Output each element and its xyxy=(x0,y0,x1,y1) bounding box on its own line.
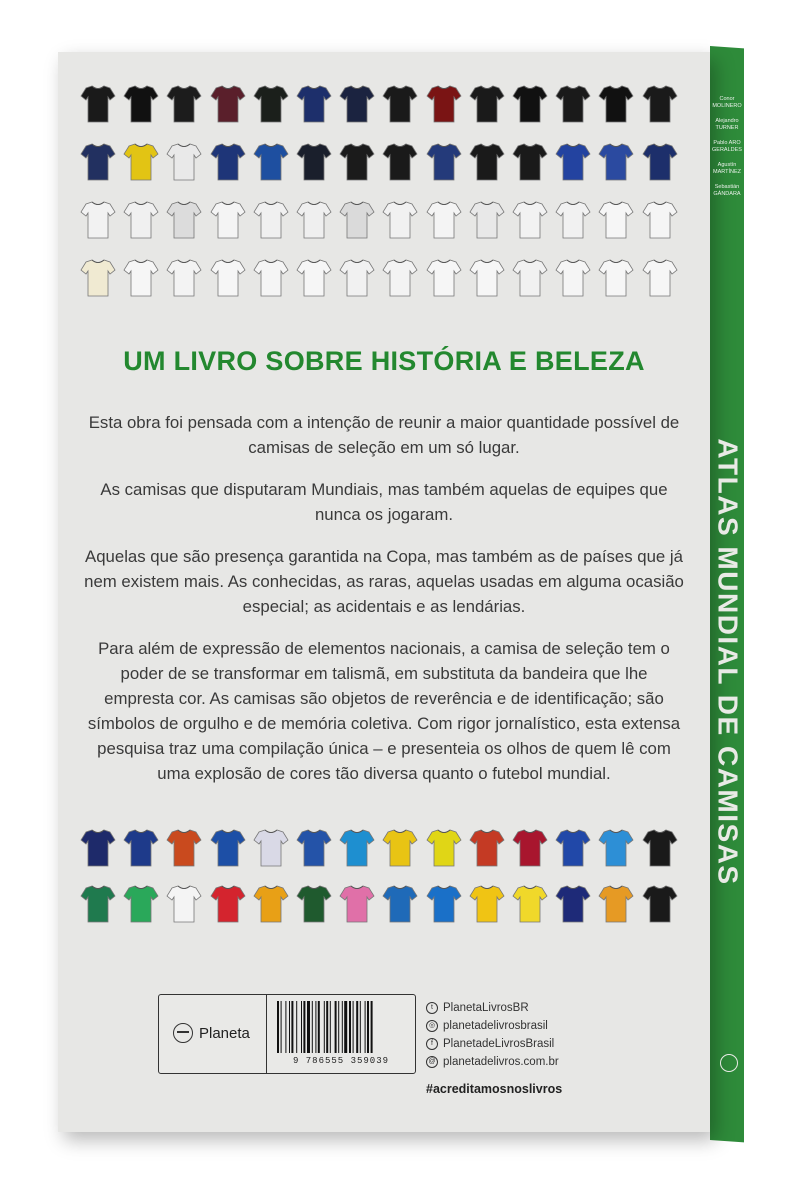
jersey-icon xyxy=(80,828,116,868)
jersey-icon xyxy=(512,142,548,182)
jersey-icon xyxy=(166,258,202,298)
social-handle: planetadelivrosbrasil xyxy=(443,1020,548,1032)
jersey-icon xyxy=(253,200,289,240)
jersey-icon xyxy=(210,884,246,924)
jersey-icon xyxy=(426,84,462,124)
jersey-icon xyxy=(598,200,634,240)
jersey-icon xyxy=(80,84,116,124)
jersey-icon xyxy=(382,200,418,240)
jersey-icon xyxy=(469,828,505,868)
jersey-icon xyxy=(642,84,678,124)
jersey-icon xyxy=(210,200,246,240)
jersey-icon xyxy=(555,258,591,298)
cover-headline: UM LIVRO SOBRE HISTÓRIA E BELEZA xyxy=(123,346,645,376)
jersey-icon xyxy=(642,142,678,182)
social-row xyxy=(426,1018,559,1034)
social-row xyxy=(426,1000,559,1016)
jersey-icon xyxy=(382,84,418,124)
jersey-icon xyxy=(210,258,246,298)
jersey-icon xyxy=(555,828,591,868)
jersey-icon xyxy=(123,884,159,924)
jersey-icon xyxy=(382,884,418,924)
jersey-icon xyxy=(642,828,678,868)
jersey-icon xyxy=(598,142,634,182)
jersey-icon xyxy=(555,84,591,124)
facebook-icon: f xyxy=(426,1038,438,1050)
jersey-icon xyxy=(210,84,246,124)
jersey-icon xyxy=(426,884,462,924)
jersey-icon xyxy=(426,828,462,868)
spine-author: Agustín MARTÍNEZ xyxy=(712,162,741,175)
jersey-icon xyxy=(469,200,505,240)
jersey-icon xyxy=(469,142,505,182)
social-row xyxy=(426,1036,559,1052)
jersey-icon xyxy=(296,142,332,182)
twitter-icon: t xyxy=(426,1002,438,1014)
spine-author: Conor MOLINERO xyxy=(712,96,742,109)
blurb-paragraph: Esta obra foi pensada com a intenção de reunir a maior quantidade possível de camisas de seleção em um só lugar. xyxy=(88,413,680,457)
jersey-icon xyxy=(80,142,116,182)
social-handle: PlanetadeLivrosBrasil xyxy=(443,1038,555,1050)
jersey-icon xyxy=(339,142,375,182)
spine-author: Alejandro TURNER xyxy=(715,118,739,131)
jersey-icon xyxy=(512,884,548,924)
jersey-icon xyxy=(642,884,678,924)
jersey-icon xyxy=(555,142,591,182)
social-row xyxy=(426,1054,559,1070)
jersey-icon xyxy=(123,84,159,124)
jersey-icon xyxy=(253,828,289,868)
jersey-icon xyxy=(166,200,202,240)
jersey-icon xyxy=(253,258,289,298)
blurb xyxy=(84,410,684,803)
jersey-icon xyxy=(469,258,505,298)
spine-author: Pablo ARO GERALDES xyxy=(712,140,742,153)
spine-title xyxy=(714,312,742,1012)
jersey-icon xyxy=(382,142,418,182)
jersey-icon xyxy=(382,258,418,298)
jersey-icon xyxy=(598,258,634,298)
jersey-icon xyxy=(123,142,159,182)
jersey-icon xyxy=(426,142,462,182)
social-handle: planetadelivros.com.br xyxy=(443,1056,559,1068)
jersey-icon xyxy=(210,142,246,182)
jersey-icon xyxy=(80,258,116,298)
jersey-icon xyxy=(339,84,375,124)
instagram-icon: ◎ xyxy=(426,1020,438,1032)
jersey-icon xyxy=(253,884,289,924)
jersey-icon xyxy=(296,258,332,298)
jersey-icon xyxy=(166,142,202,182)
social-links xyxy=(426,1000,559,1072)
barcode-icon xyxy=(275,1001,407,1053)
jersey-icon xyxy=(80,884,116,924)
jersey-icon xyxy=(166,84,202,124)
jersey-icon xyxy=(296,828,332,868)
jersey-icon xyxy=(426,200,462,240)
jersey-icon xyxy=(296,84,332,124)
spine-planeta-logo-icon xyxy=(720,1054,738,1072)
jersey-icon xyxy=(598,828,634,868)
social-handle: PlanetaLivrosBR xyxy=(443,1002,529,1014)
hashtag: #acreditamosnoslivros xyxy=(426,1082,563,1096)
jersey-icon xyxy=(123,258,159,298)
blurb-paragraph: Aquelas que são presença garantida na Copa, mas também as de países que já nem existem mais. As conhecidas, as raras, aquelas usadas em alguma ocasião especial; as acidentais e as lendárias. xyxy=(84,547,684,616)
jersey-icon xyxy=(253,142,289,182)
jersey-icon xyxy=(642,200,678,240)
jersey-icon xyxy=(123,828,159,868)
barcode-divider xyxy=(266,995,267,1073)
planeta-logo-icon xyxy=(173,1023,193,1043)
jersey-icon xyxy=(469,84,505,124)
jersey-icon xyxy=(80,200,116,240)
jersey-icon xyxy=(426,258,462,298)
jersey-icon xyxy=(166,828,202,868)
jersey-icon xyxy=(512,200,548,240)
jersey-icon xyxy=(512,84,548,124)
jersey-icon xyxy=(598,884,634,924)
jersey-icon xyxy=(296,884,332,924)
jersey-icon xyxy=(512,258,548,298)
website-icon: @ xyxy=(426,1056,438,1068)
jersey-icon xyxy=(555,884,591,924)
spine-author: Sebastián GÁNDARA xyxy=(713,184,741,197)
jersey-icon xyxy=(296,200,332,240)
isbn-number: 9 786555 359039 xyxy=(292,1056,389,1066)
jersey-icon xyxy=(339,884,375,924)
jersey-icon xyxy=(210,828,246,868)
jersey-icon xyxy=(512,828,548,868)
jersey-icon xyxy=(339,200,375,240)
jersey-icon xyxy=(339,828,375,868)
blurb-paragraph: Para além de expressão de elementos nacionais, a camisa de seleção tem o poder de se transformar em talismã, em substituta da bandeira que lhe empresta cor. As camisas são objetos de reverência e de identificação; são símbolos de orgulho e de memória coletiva. Com rigor jornalístico, esta extensa pesquisa traz uma compilação única – e presenteia os olhos de quem lê com uma explosão de cores tão diversa quanto o futebol mundial. xyxy=(87,639,681,783)
jersey-icon xyxy=(555,200,591,240)
spine-authors xyxy=(712,96,742,206)
barcode-panel xyxy=(158,994,416,1074)
spine-title-text: ATLAS MUNDIAL DE CAMISAS xyxy=(713,438,744,886)
jersey-icon xyxy=(339,258,375,298)
jersey-icon xyxy=(253,84,289,124)
jersey-icon xyxy=(469,884,505,924)
blurb-paragraph: As camisas que disputaram Mundiais, mas também aquelas de equipes que nunca os jogaram. xyxy=(100,480,668,524)
jersey-icon xyxy=(598,84,634,124)
publisher-logo xyxy=(173,1023,250,1043)
publisher-name: Planeta xyxy=(199,1024,250,1042)
jersey-icon xyxy=(123,200,159,240)
jersey-icon xyxy=(166,884,202,924)
jersey-icon xyxy=(642,258,678,298)
jersey-icon xyxy=(382,828,418,868)
